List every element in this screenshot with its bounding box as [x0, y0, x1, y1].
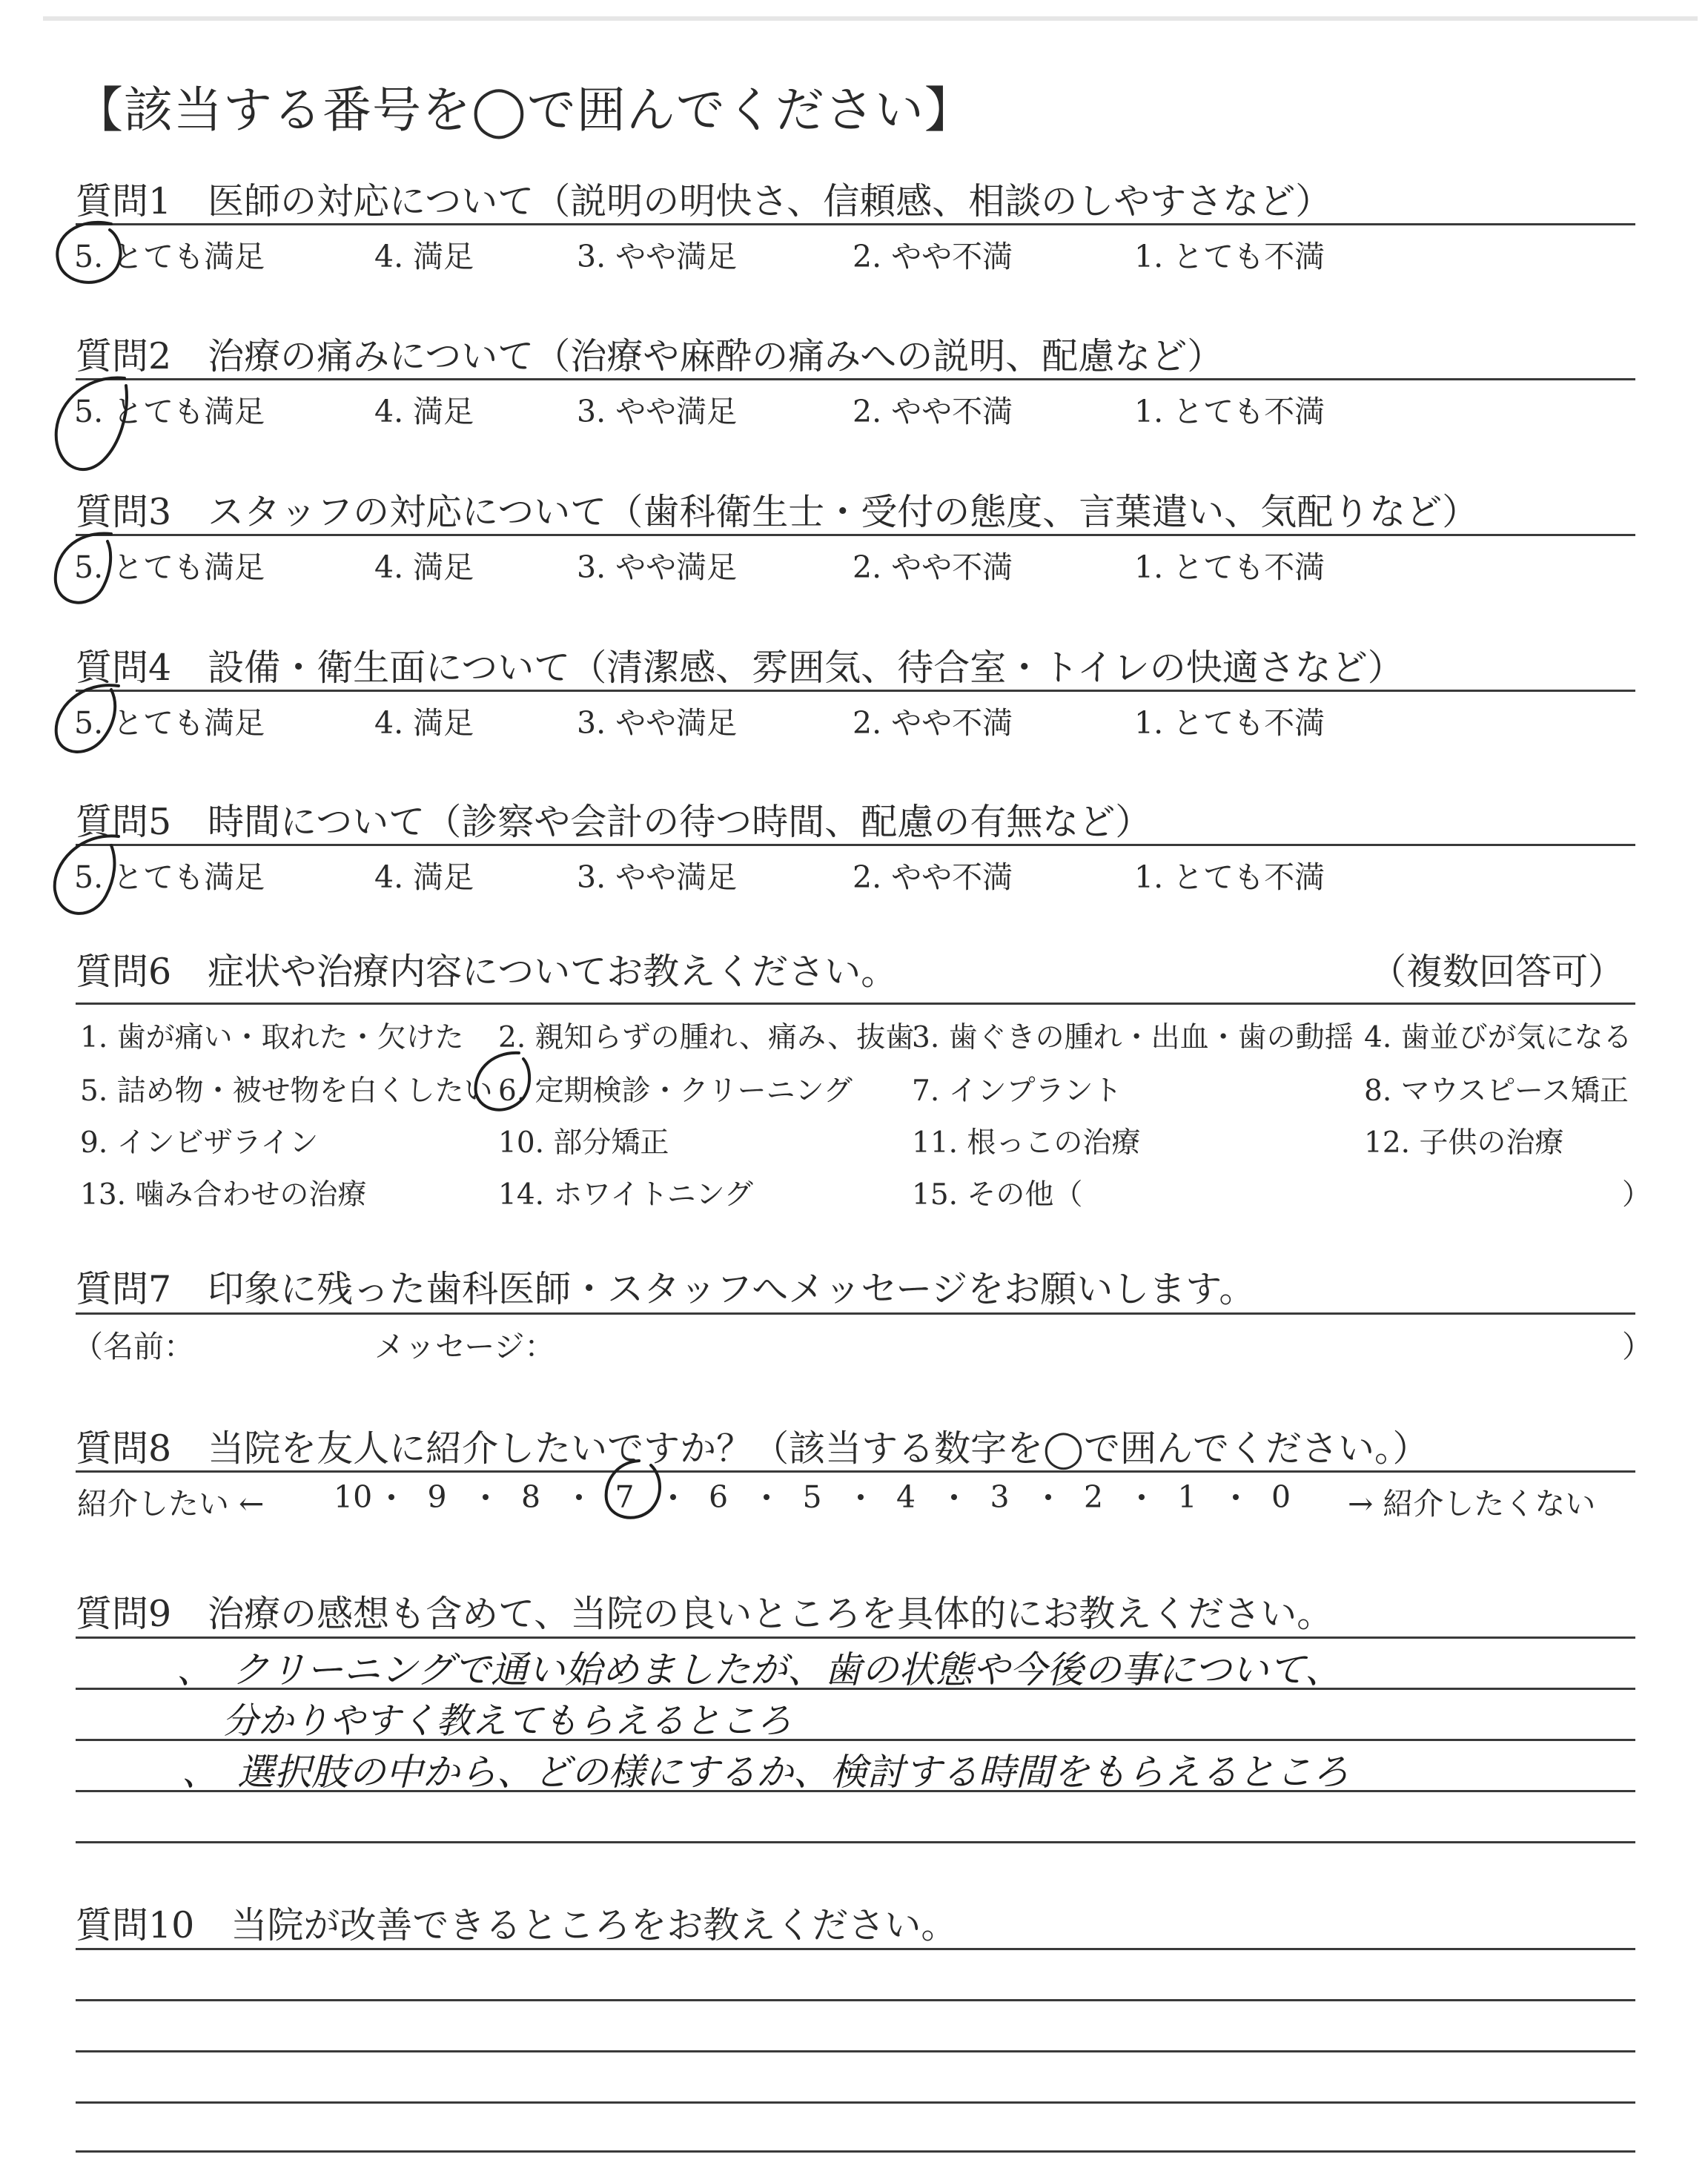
- q8-scale-separator: [388, 1494, 394, 1500]
- q3-option-2[interactable]: 2. やや不満: [853, 549, 1013, 585]
- q3-title: 質問3 スタッフの対応について（歯科衛生士・受付の態度、言葉遣い、気配りなど）: [76, 491, 1479, 533]
- q10-rule-3: [76, 2050, 1635, 2052]
- q3-option-1[interactable]: 1. とても不満: [1134, 549, 1325, 585]
- q2-option-5[interactable]: 5. とても満足: [74, 394, 265, 429]
- q2-option-1[interactable]: 1. とても不満: [1134, 394, 1325, 429]
- q1-option-3[interactable]: 3. やや満足: [577, 239, 738, 274]
- q8-scale-value-7[interactable]: 7: [615, 1479, 635, 1515]
- q9-answer-line-2: 分かりやすく教えてもらえるところ: [222, 1700, 792, 1742]
- q9-rule-1: [76, 1636, 1635, 1639]
- q8-scale-separator: [764, 1494, 769, 1500]
- q1-option-5[interactable]: 5. とても満足: [74, 239, 265, 274]
- q1-rule: [76, 223, 1635, 225]
- q3-option-4[interactable]: 4. 満足: [374, 549, 474, 585]
- q6-option[interactable]: 10. 部分矯正: [498, 1126, 669, 1160]
- q10-rule-2: [76, 1999, 1635, 2001]
- q4-title: 質問4 設備・衛生面について（清潔感、雰囲気、待合室・トイレの快適さなど）: [76, 647, 1404, 689]
- q6-title: 質問6 症状や治療内容についてお教えください。: [76, 951, 898, 993]
- q1-title: 質問1 医師の対応について（説明の明快さ、信頼感、相談のしやすさなど）: [76, 180, 1332, 222]
- q10-rule-4: [76, 2101, 1635, 2104]
- q7-close-paren: ）: [1622, 1329, 1652, 1364]
- q4-option-2[interactable]: 2. やや不満: [853, 705, 1013, 741]
- q5-option-5[interactable]: 5. とても満足: [74, 859, 265, 895]
- q6-option[interactable]: 5. 詰め物・被せ物を白くしたい: [80, 1074, 493, 1108]
- q7-message-label: メッセージ：: [374, 1329, 555, 1364]
- q4-option-3[interactable]: 3. やや満足: [577, 705, 738, 741]
- q2-option-3[interactable]: 3. やや満足: [577, 394, 738, 429]
- q7-title: 質問7 印象に残った歯科医師・スタッフへメッセージをお願いします。: [76, 1268, 1256, 1310]
- q6-option[interactable]: 4. 歯並びが気になる: [1364, 1021, 1632, 1054]
- q3-option-3[interactable]: 3. やや満足: [577, 549, 738, 585]
- q8-scale-value-6[interactable]: 6: [709, 1479, 729, 1515]
- q6-option[interactable]: 11. 根っこの治療: [912, 1126, 1141, 1160]
- q8-scale-value-8[interactable]: 8: [521, 1479, 541, 1515]
- q2-rule: [76, 378, 1635, 380]
- q7-rule: [76, 1312, 1635, 1315]
- q3-option-5[interactable]: 5. とても満足: [74, 549, 265, 585]
- q8-scale-separator: [576, 1494, 582, 1500]
- q6-rule: [76, 1003, 1635, 1005]
- q8-scale-value-10[interactable]: 10: [334, 1479, 373, 1515]
- q8-scale-value-2[interactable]: 2: [1084, 1479, 1104, 1515]
- q3-rule: [76, 534, 1635, 536]
- q8-scale-separator: [858, 1494, 864, 1500]
- q2-option-2[interactable]: 2. やや不満: [853, 394, 1013, 429]
- q5-option-4[interactable]: 4. 満足: [374, 859, 474, 895]
- q6-other-close: ）: [1622, 1178, 1652, 1212]
- q6-option[interactable]: 9. インビザライン: [80, 1126, 319, 1160]
- q8-scale-value-0[interactable]: 0: [1271, 1479, 1291, 1515]
- q8-scale-value-5[interactable]: 5: [802, 1479, 822, 1515]
- q5-option-3[interactable]: 3. やや満足: [577, 859, 738, 895]
- q8-right-label: → 紹介したくない: [1348, 1486, 1596, 1522]
- q6-option[interactable]: 7. インプラント: [912, 1074, 1122, 1108]
- q8-title: 質問8 当院を友人に紹介したいですか？（該当する数字を◯で囲んでください。）: [76, 1427, 1429, 1470]
- q6-option[interactable]: 13. 噛み合わせの治療: [80, 1178, 367, 1212]
- q4-option-1[interactable]: 1. とても不満: [1134, 705, 1325, 741]
- q1-option-2[interactable]: 2. やや不満: [853, 239, 1013, 274]
- q4-rule: [76, 690, 1635, 692]
- q4-option-5[interactable]: 5. とても満足: [74, 705, 265, 741]
- q2-title: 質問2 治療の痛みについて（治療や麻酔の痛みへの説明、配慮など）: [76, 335, 1224, 377]
- q5-option-1[interactable]: 1. とても不満: [1134, 859, 1325, 895]
- q6-note: （複数回答可）: [1370, 951, 1625, 993]
- q6-option[interactable]: 8. マウスピース矯正: [1364, 1074, 1629, 1108]
- q9-title: 質問9 治療の感想も含めて、当院の良いところを具体的にお教えください。: [76, 1593, 1334, 1635]
- q1-option-1[interactable]: 1. とても不満: [1134, 239, 1325, 274]
- q10-rule-5: [76, 2150, 1635, 2153]
- q1-option-4[interactable]: 4. 満足: [374, 239, 474, 274]
- q8-left-label: 紹介したい ←: [77, 1486, 265, 1522]
- q10-title: 質問10 当院が改善できるところをお教えください。: [76, 1904, 958, 1946]
- q5-option-2[interactable]: 2. やや不満: [853, 859, 1013, 895]
- instruction-header: 【該当する番号を◯で囲んでください】: [74, 82, 974, 139]
- q4-option-4[interactable]: 4. 満足: [374, 705, 474, 741]
- q6-option[interactable]: 2. 親知らずの腫れ、痛み、抜歯: [498, 1021, 915, 1054]
- q6-option[interactable]: 12. 子供の治療: [1364, 1126, 1564, 1160]
- q6-option[interactable]: 1. 歯が痛い・取れた・欠けた: [80, 1021, 464, 1054]
- q8-scale-separator: [951, 1494, 957, 1500]
- q8-scale-separator: [483, 1494, 489, 1500]
- q2-option-4[interactable]: 4. 満足: [374, 394, 474, 429]
- q8-scale-value-3[interactable]: 3: [990, 1479, 1010, 1515]
- q9-answer-line-1: 、 クリーニングで通い始めましたが、歯の状態や今後の事について、: [176, 1648, 1342, 1691]
- q5-title: 質問5 時間について（診察や会計の待つ時間、配慮の有無など）: [76, 801, 1152, 843]
- q9-answer-line-3: 、 選択肢の中から、どの様にするか、検討する時間をもらえるところ: [182, 1751, 1349, 1794]
- q8-scale-value-1[interactable]: 1: [1177, 1479, 1197, 1515]
- q6-option[interactable]: 15. その他（: [912, 1178, 1083, 1212]
- q7-name-label: （名前：: [73, 1329, 194, 1364]
- q10-rule-1: [76, 1948, 1635, 1950]
- q6-option[interactable]: 14. ホワイトニング: [498, 1178, 753, 1212]
- q8-scale-separator: [1233, 1494, 1239, 1500]
- page-top-edge: [43, 16, 1698, 21]
- q8-scale-separator: [1139, 1494, 1145, 1500]
- q6-option[interactable]: 6. 定期検診・クリーニング: [498, 1074, 853, 1108]
- q8-scale-value-4[interactable]: 4: [896, 1479, 916, 1515]
- q6-option[interactable]: 3. 歯ぐきの腫れ・出血・歯の動揺: [912, 1021, 1354, 1054]
- q8-scale-value-9[interactable]: 9: [427, 1479, 447, 1515]
- q5-rule: [76, 844, 1635, 846]
- q9-rule-5: [76, 1841, 1635, 1843]
- q8-scale-separator: [670, 1494, 676, 1500]
- q8-rule: [76, 1470, 1635, 1473]
- q8-scale-separator: [1045, 1494, 1051, 1500]
